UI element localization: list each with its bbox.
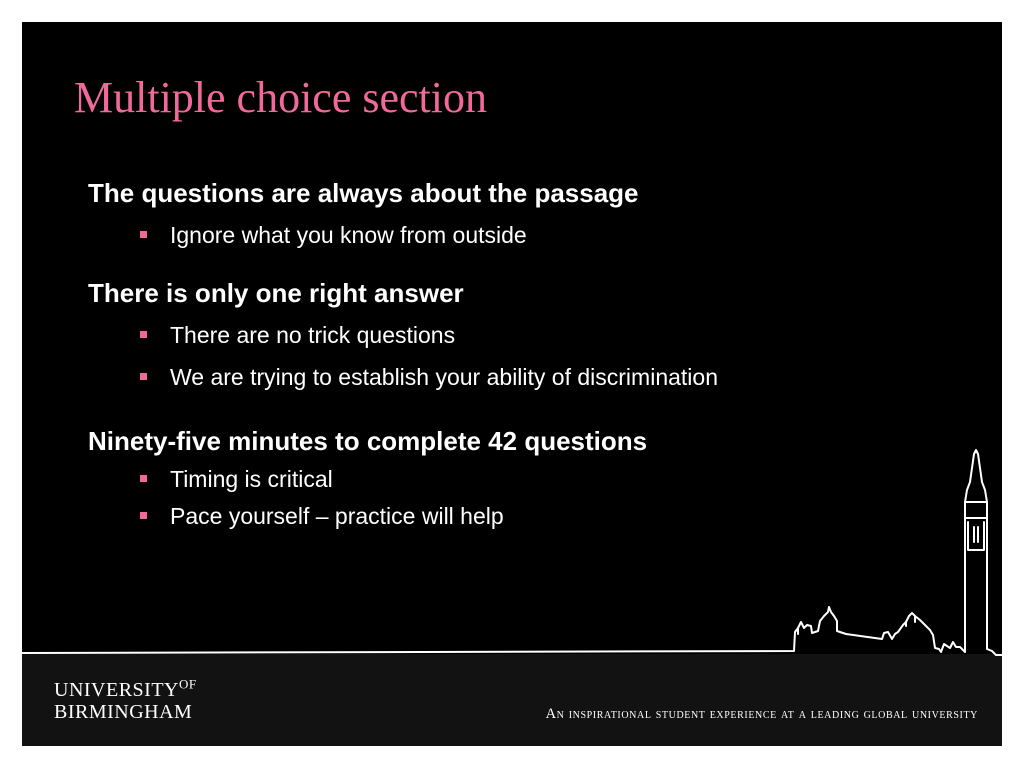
bullet-text: Pace yourself – practice will help bbox=[170, 503, 504, 529]
section-heading: The questions are always about the passage bbox=[88, 178, 639, 208]
section-heading: Ninety-five minutes to complete 42 questions bbox=[88, 426, 648, 456]
bullet-text: We are trying to establish your ability of discrimination bbox=[170, 364, 718, 390]
logo-line1: UNIVERSITY bbox=[54, 679, 179, 701]
bullet-text: Timing is critical bbox=[170, 466, 333, 492]
bullet-text: Ignore what you know from outside bbox=[170, 222, 527, 248]
slide-title: Multiple choice section bbox=[74, 73, 487, 122]
slide bbox=[22, 22, 1002, 746]
footer-tagline: An inspirational student experience at a leading global university bbox=[545, 706, 978, 722]
campus-skyline-icon bbox=[22, 22, 1002, 746]
section-heading: There is only one right answer bbox=[88, 278, 464, 308]
logo-of: OF bbox=[179, 676, 197, 692]
logo-line2: BIRMINGHAM bbox=[54, 701, 193, 723]
bullet-text: There are no trick questions bbox=[170, 322, 456, 348]
